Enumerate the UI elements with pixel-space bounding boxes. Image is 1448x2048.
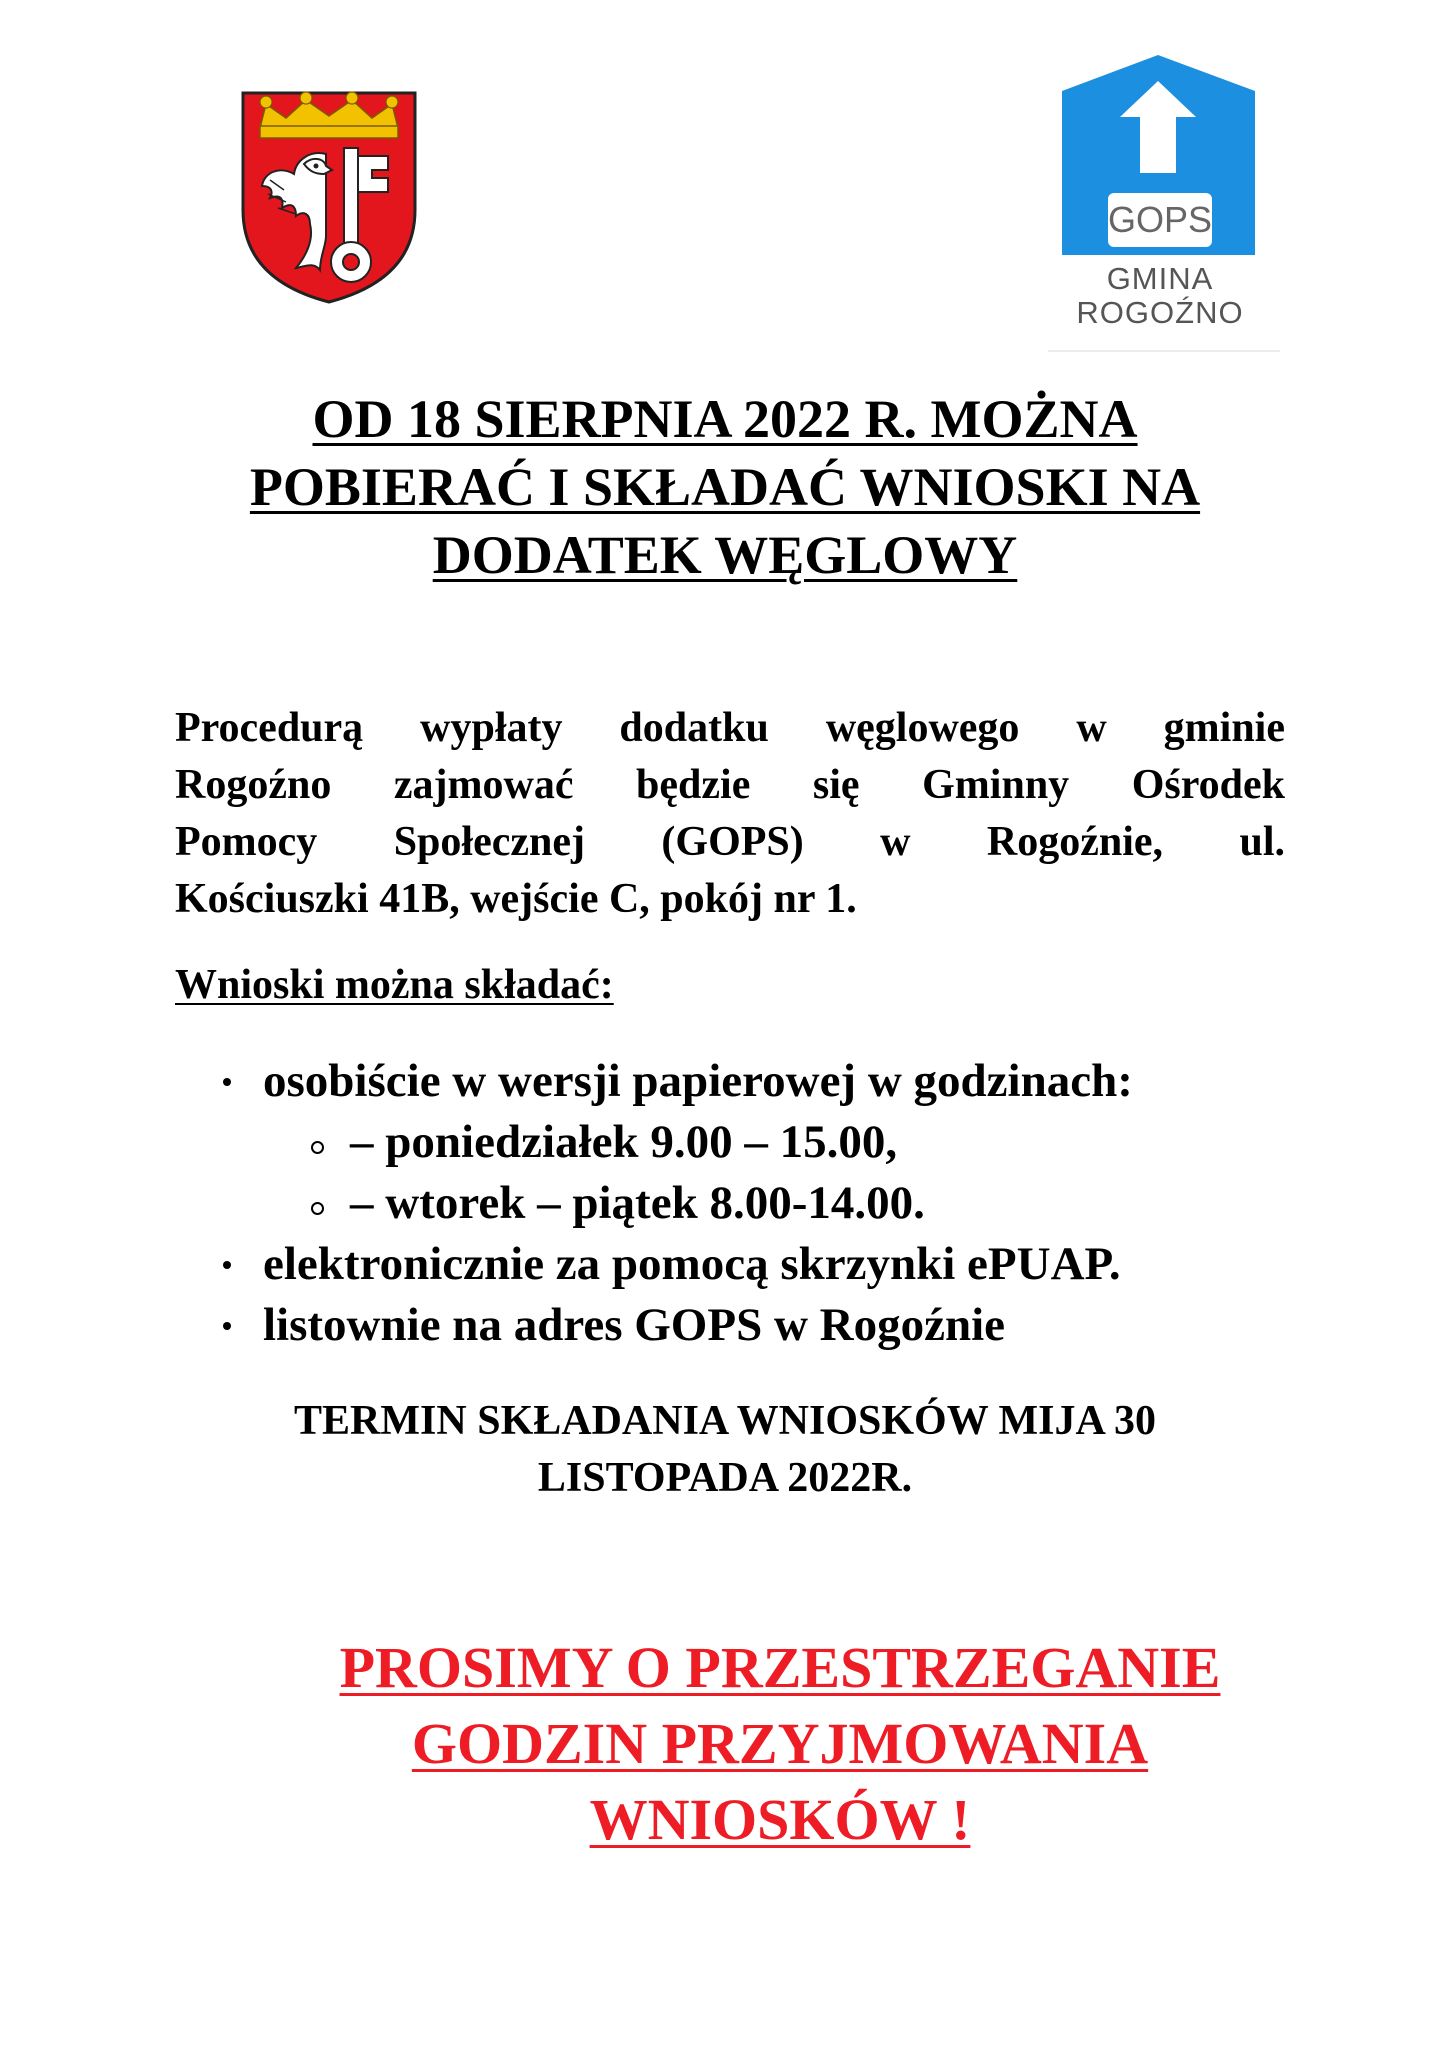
methods-heading: Wnioski można składać: xyxy=(175,962,614,1008)
svg-text:GOPS: GOPS xyxy=(1107,199,1213,240)
gops-logo xyxy=(1040,55,1280,355)
notice-line: WNIOSKÓW ! xyxy=(589,1787,971,1852)
notice-line: GODZIN PRZYJMOWANIA xyxy=(411,1711,1149,1776)
gops-subtitle-rogozno: ROGOŹNO xyxy=(1076,295,1244,330)
bullet-icon xyxy=(223,1322,231,1330)
deadline-text xyxy=(170,1393,1280,1507)
bullet-icon xyxy=(223,1261,231,1269)
gops-subtitle-gmina: GMINA xyxy=(1106,261,1214,296)
deadline-line: TERMIN SKŁADANIA WNIOSKÓW MIJA 30 xyxy=(294,1398,1156,1444)
gops-divider xyxy=(1048,350,1280,352)
coat-of-arms-logo xyxy=(240,90,418,304)
method-electronic: elektronicznie za pomocą skrzynki ePUAP. xyxy=(263,1238,1121,1290)
hours-monday: – poniedziałek 9.00 – 15.00, xyxy=(350,1116,898,1168)
bullet-icon xyxy=(223,1078,231,1086)
deadline-line: LISTOPADA 2022R. xyxy=(537,1455,913,1501)
gops-house-icon xyxy=(1062,55,1255,255)
circle-bullet-icon xyxy=(311,1141,324,1154)
headline-line: OD 18 SIERPNIA 2022 R. MOŻNA xyxy=(312,389,1138,449)
intro-line: Procedurą wypłaty dodatku węglowego w gminie xyxy=(175,705,1285,751)
intro-paragraph xyxy=(175,700,1285,928)
notice-text xyxy=(210,1630,1350,1858)
circle-bullet-icon xyxy=(311,1202,324,1215)
method-in-person: osobiście w wersji papierowej w godzinach: xyxy=(263,1055,1133,1107)
notice-line: PROSIMY O PRZESTRZEGANIE xyxy=(339,1635,1221,1700)
intro-line: Pomocy Społecznej (GOPS) w Rogoźnie, ul. xyxy=(175,819,1285,865)
method-mail: listownie na adres GOPS w Rogoźnie xyxy=(263,1299,1006,1351)
intro-line: Rogoźno zajmować będzie się Gminny Ośrodek xyxy=(175,762,1285,808)
headline xyxy=(170,385,1280,589)
headline-line: POBIERAĆ I SKŁADAĆ WNIOSKI NA xyxy=(249,457,1201,517)
hours-tuesday-friday: – wtorek – piątek 8.00-14.00. xyxy=(350,1177,925,1229)
headline-line: DODATEK WĘGLOWY xyxy=(432,525,1018,585)
intro-line: Kościuszki 41B, wejście C, pokój nr 1. xyxy=(175,876,857,922)
